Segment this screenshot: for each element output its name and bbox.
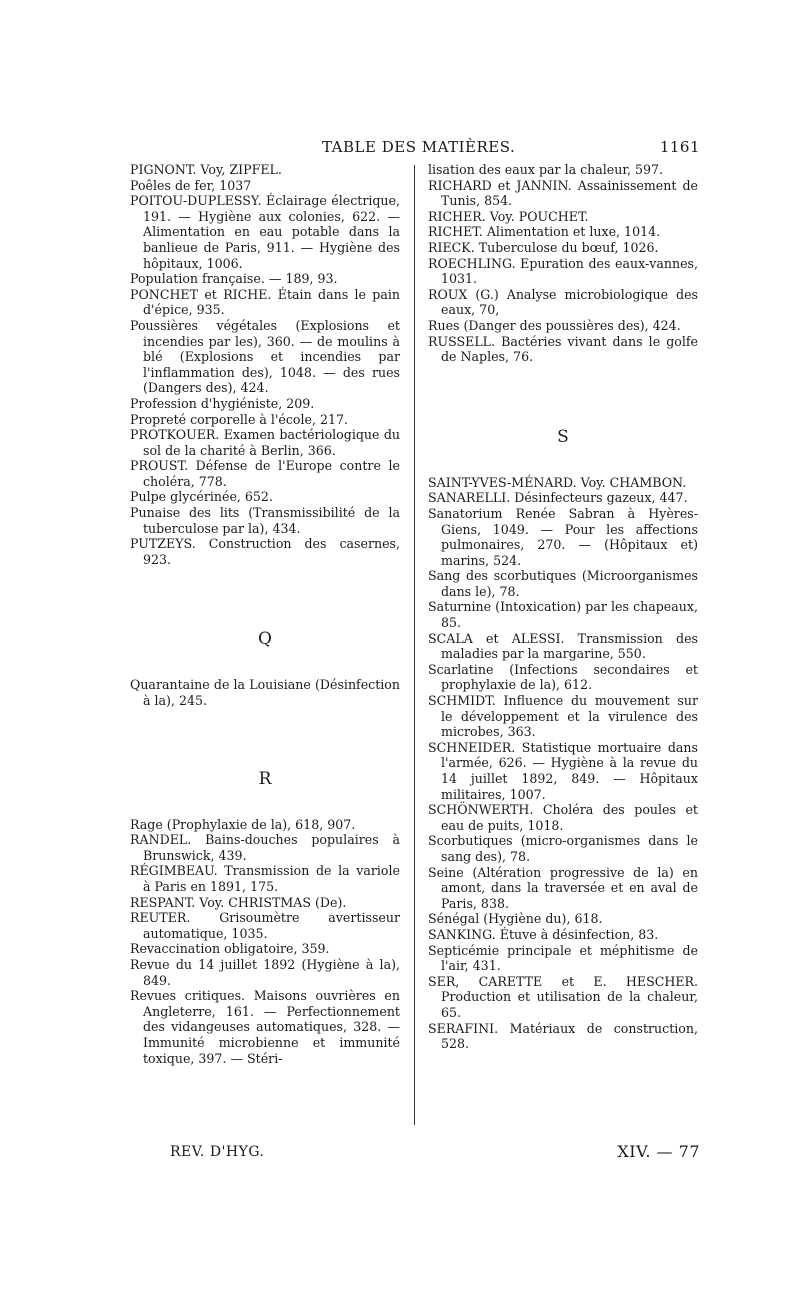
index-entry: PIGNONT. Voy, ZIPFEL. bbox=[130, 162, 282, 177]
index-entry: RICHER. Voy. POUCHET. bbox=[428, 208, 589, 224]
index-entry: Scorbutiques (micro-organismes dans le sang des), 78. bbox=[428, 833, 698, 864]
section-letter-r: R bbox=[258, 768, 272, 789]
index-entry: SER, CARETTE et E. HESCHER. Production et utilisation de la chaleur, 65. bbox=[428, 973, 698, 1020]
right-column bbox=[428, 162, 698, 1052]
index-entry: Scarlatine (Infections secondaires et prophylaxie de la), 612. bbox=[428, 661, 698, 693]
r-continued-entries bbox=[428, 162, 698, 365]
index-entry: Sanatorium Renée Sabran à Hyères-Giens, 1049. — Pour les affections pulmonaires, 270. — (Hôpitaux et) marins, 524. bbox=[428, 505, 698, 568]
index-entry: SERAFINI. Matériaux de construction, 528. bbox=[428, 1020, 698, 1052]
page-footer bbox=[130, 1142, 700, 1166]
left-column bbox=[130, 162, 400, 1066]
index-entry: PONCHET et RICHE. Étain dans le pain d'épice, 935. bbox=[130, 286, 400, 318]
page-number: 1161 bbox=[659, 138, 700, 156]
index-entry: ROECHLING. Epuration des eaux-vannes, 1031. bbox=[428, 255, 698, 287]
index-entry: SCHÖNWERTH. Choléra des poules et eau de puits, 1018. bbox=[428, 802, 698, 833]
index-entry: SCHMIDT. Influence du mouvement sur le développement et la virulence des microbes, 363. bbox=[428, 693, 698, 740]
index-entry: RÉGIMBEAU. Transmission de la variole à Paris en 1891, 175. bbox=[130, 863, 400, 894]
index-entry: Rues (Danger des poussières des), 424. bbox=[428, 317, 681, 333]
p-entries bbox=[130, 162, 400, 567]
index-entry: RESPANT. Voy. CHRISTMAS (De). bbox=[130, 894, 347, 910]
index-entry: PROUST. Défense de l'Europe contre le choléra, 778. bbox=[130, 458, 400, 489]
index-entry: Rage (Prophylaxie de la), 618, 907. bbox=[130, 816, 356, 832]
index-entry: Seine (Altération progressive de la) en amont, dans la traversée et en aval de Paris, 838. bbox=[428, 864, 698, 911]
index-entry: SCHNEIDER. Statistique mortuaire dans l'armée, 626. — Hygiène à la revue du 14 juillet 1892, 849. — Hôpitaux militaires, 1007. bbox=[428, 739, 698, 802]
journal-signature: REV. D'HYG. bbox=[170, 1144, 265, 1160]
index-entry: Sang des scorbutiques (Microorganismes dans le), 78. bbox=[428, 568, 698, 599]
index-entry: Population française. — 189, 93. bbox=[130, 271, 338, 287]
index-entry: lisation des eaux par la chaleur, 597. bbox=[428, 162, 664, 177]
index-entry: RANDEL. Bains-douches populaires à Brunswick, 439. bbox=[130, 832, 400, 863]
index-entry: POITOU-DUPLESSY. Éclairage électrique, 191. — Hygiène aux colonies, 622. — Alimentation en eau potable dans la banlieue de Paris, 911. — Hygiène des hôpitaux, 1006. bbox=[130, 193, 400, 271]
index-entry: RUSSELL. Bactéries vivant dans le golfe de Naples, 76. bbox=[428, 333, 698, 365]
q-entries bbox=[130, 677, 400, 708]
sheet-number: XIV. — 77 bbox=[617, 1142, 700, 1161]
index-entry: Septicémie principale et méphitisme de l'air, 431. bbox=[428, 942, 698, 974]
index-entry: Profession d'hygiéniste, 209. bbox=[130, 395, 315, 411]
index-entry: Poêles de fer, 1037 bbox=[130, 177, 252, 193]
section-letter-s: S bbox=[557, 426, 569, 447]
index-entry: RICHET. Alimentation et luxe, 1014. bbox=[428, 224, 661, 240]
index-entry: Sénégal (Hygiène du), 618. bbox=[428, 911, 603, 927]
running-head bbox=[130, 138, 700, 160]
column-divider bbox=[414, 165, 415, 1125]
page-title: TABLE DES MATIÈRES. bbox=[322, 138, 516, 156]
index-entry: SANARELLI. Désinfecteurs gazeux, 447. bbox=[428, 490, 688, 506]
index-entry: SAINT-YVES-MÉNARD. Voy. CHAMBON. bbox=[428, 474, 687, 490]
index-entry: Pulpe glycérinée, 652. bbox=[130, 489, 273, 505]
index-entry: Saturnine (Intoxication) par les chapeaux, 85. bbox=[428, 599, 698, 631]
index-entry: Punaise des lits (Transmissibilité de la tuberculose par la), 434. bbox=[130, 505, 400, 536]
index-entry: PROTKOUER. Examen bactériologique du sol de la charité à Berlin, 366. bbox=[130, 427, 400, 458]
index-entry: Poussières végétales (Explosions et incendies par les), 360. — de moulins à blé (Explosions et incendies par l'inflammation des), 1048. — des rues (Dangers des), 424. bbox=[130, 317, 400, 396]
index-entry: Propreté corporelle à l'école, 217. bbox=[130, 411, 349, 427]
index-entry: SCALA et ALESSI. Transmission des maladies par la margarine, 550. bbox=[428, 630, 698, 662]
index-entry: RICHARD et JANNIN. Assainissement de Tunis, 854. bbox=[428, 177, 698, 209]
index-entry: PUTZEYS. Construction des casernes, 923. bbox=[130, 536, 400, 567]
index-entry: RIECK. Tuberculose du bœuf, 1026. bbox=[428, 239, 659, 255]
r-entries bbox=[130, 817, 400, 1067]
index-entry: REUTER. Grisoumètre avertisseur automatique, 1035. bbox=[130, 910, 400, 941]
section-letter-q: Q bbox=[258, 629, 272, 650]
index-entry: ROUX (G.) Analyse microbiologique des eaux, 70, bbox=[428, 286, 698, 318]
index-entry: Revue du 14 juillet 1892 (Hygiène à la), 849. bbox=[130, 956, 400, 988]
index-entry: Revaccination obligatoire, 359. bbox=[130, 941, 330, 957]
index-entry: Quarantaine de la Louisiane (Désinfection à la), 245. bbox=[130, 677, 400, 709]
index-entry: SANKING. Étuve à désinfection, 83. bbox=[428, 926, 659, 942]
index-entry: Revues critiques. Maisons ouvrières en Angleterre, 161. — Perfectionnement des vidangeuses automatiques, 328. — Immunité microbienne et immunité toxique, 397. — Stéri- bbox=[130, 988, 400, 1066]
s-entries bbox=[428, 475, 698, 1052]
